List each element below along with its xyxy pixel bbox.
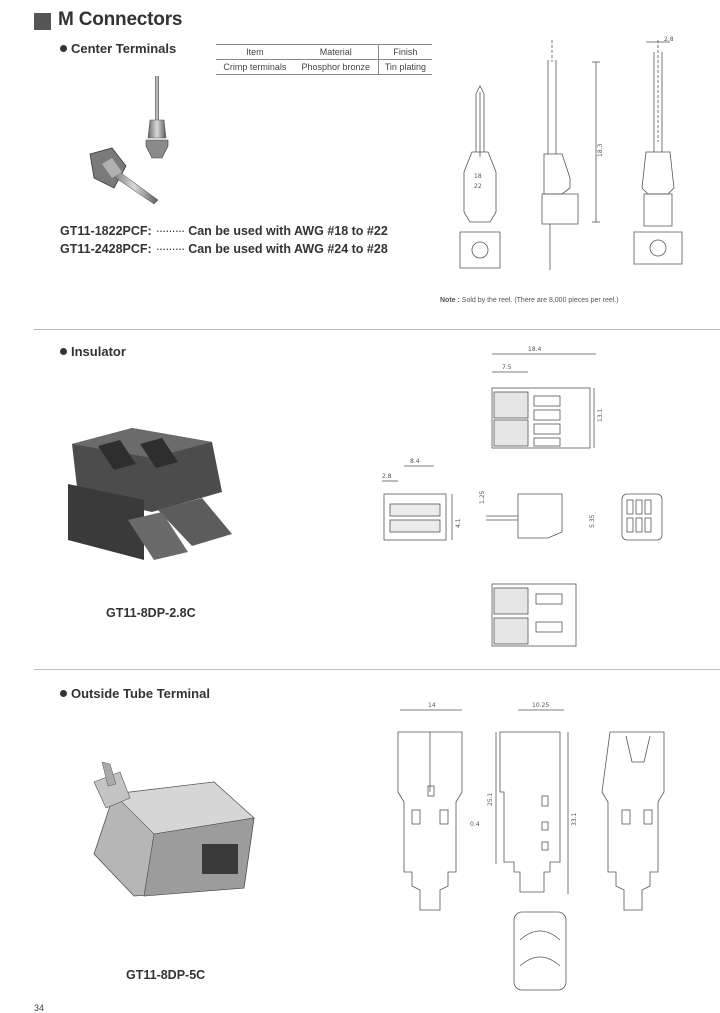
page-title: M Connectors bbox=[58, 9, 183, 30]
mark-bottom-label: 22 bbox=[474, 183, 482, 190]
partial-width-label: 7.5 bbox=[502, 364, 512, 371]
bullet-icon bbox=[60, 45, 67, 52]
width-dimension-label: 2.8 bbox=[664, 36, 674, 43]
thickness-label: 4.1 bbox=[455, 518, 462, 528]
width-label: 14 bbox=[428, 702, 436, 709]
note-text: Sold by the reel. (There are 8,000 pieces per reel.) bbox=[461, 297, 619, 304]
table-header-cell: Material bbox=[294, 45, 379, 60]
bullet-icon bbox=[60, 690, 67, 697]
side-height-label: 5.35 bbox=[589, 514, 596, 528]
part-number: GT11-1822PCF: bbox=[60, 224, 152, 238]
pitch-label: 2.8 bbox=[382, 473, 392, 480]
section-heading-insulator bbox=[60, 344, 126, 359]
material-table bbox=[216, 44, 432, 75]
section-heading-outside-tube bbox=[60, 686, 210, 701]
gap-label: 1.25 bbox=[479, 490, 486, 504]
usage-text: Can be used with AWG #18 to #22 bbox=[188, 224, 388, 238]
section-heading-text: Outside Tube Terminal bbox=[71, 686, 210, 701]
insulator-model: GT11-8DP-2.8C bbox=[106, 606, 196, 620]
center-terminal-drawing bbox=[450, 32, 690, 277]
center-terminal-photo bbox=[84, 72, 184, 214]
table-header-cell: Finish bbox=[378, 45, 432, 60]
usage-text: Can be used with AWG #24 to #28 bbox=[188, 242, 388, 256]
list-item bbox=[60, 240, 388, 258]
table-cell: Phosphor bronze bbox=[294, 60, 379, 75]
title-square-icon bbox=[34, 13, 51, 30]
insulator-drawing bbox=[368, 338, 618, 650]
section-heading-text: Center Terminals bbox=[71, 41, 177, 56]
part-number: GT11-2428PCF: bbox=[60, 242, 152, 256]
outside-tube-drawing bbox=[386, 696, 676, 996]
table-header-cell: Item bbox=[216, 45, 294, 60]
outside-tube-photo bbox=[74, 762, 260, 902]
height-label: 13.1 bbox=[597, 408, 604, 422]
note-label: Note : bbox=[440, 297, 460, 304]
overall-width-label: 18.4 bbox=[528, 346, 542, 353]
height-dimension-label: 18.3 bbox=[597, 143, 604, 157]
table-cell: Tin plating bbox=[378, 60, 432, 75]
leader-dots: ········· bbox=[155, 242, 185, 256]
leader-dots: ········· bbox=[155, 224, 185, 238]
page-number: 34 bbox=[34, 1003, 45, 1013]
insulator-end-view bbox=[620, 492, 664, 542]
section-divider bbox=[34, 329, 720, 330]
pitch-span-label: 8.4 bbox=[410, 458, 420, 465]
total-height-label: 33.1 bbox=[571, 812, 578, 826]
section-divider bbox=[34, 669, 720, 670]
reel-note bbox=[440, 297, 619, 304]
usage-list bbox=[60, 222, 388, 258]
section-heading-center-terminals bbox=[60, 41, 176, 56]
table-row bbox=[216, 60, 432, 75]
insulator-photo bbox=[62, 424, 242, 564]
plate-label: 0.4 bbox=[470, 821, 480, 828]
inner-width-label: 10.25 bbox=[532, 702, 550, 709]
bullet-icon bbox=[60, 348, 67, 355]
table-cell: Crimp terminals bbox=[216, 60, 294, 75]
outside-tube-model: GT11-8DP-5C bbox=[126, 968, 206, 982]
body-height-label: 25.1 bbox=[487, 792, 494, 806]
table-header-row bbox=[216, 45, 432, 60]
section-heading-text: Insulator bbox=[71, 344, 126, 359]
mark-top-label: 18 bbox=[474, 173, 482, 180]
list-item bbox=[60, 222, 388, 240]
